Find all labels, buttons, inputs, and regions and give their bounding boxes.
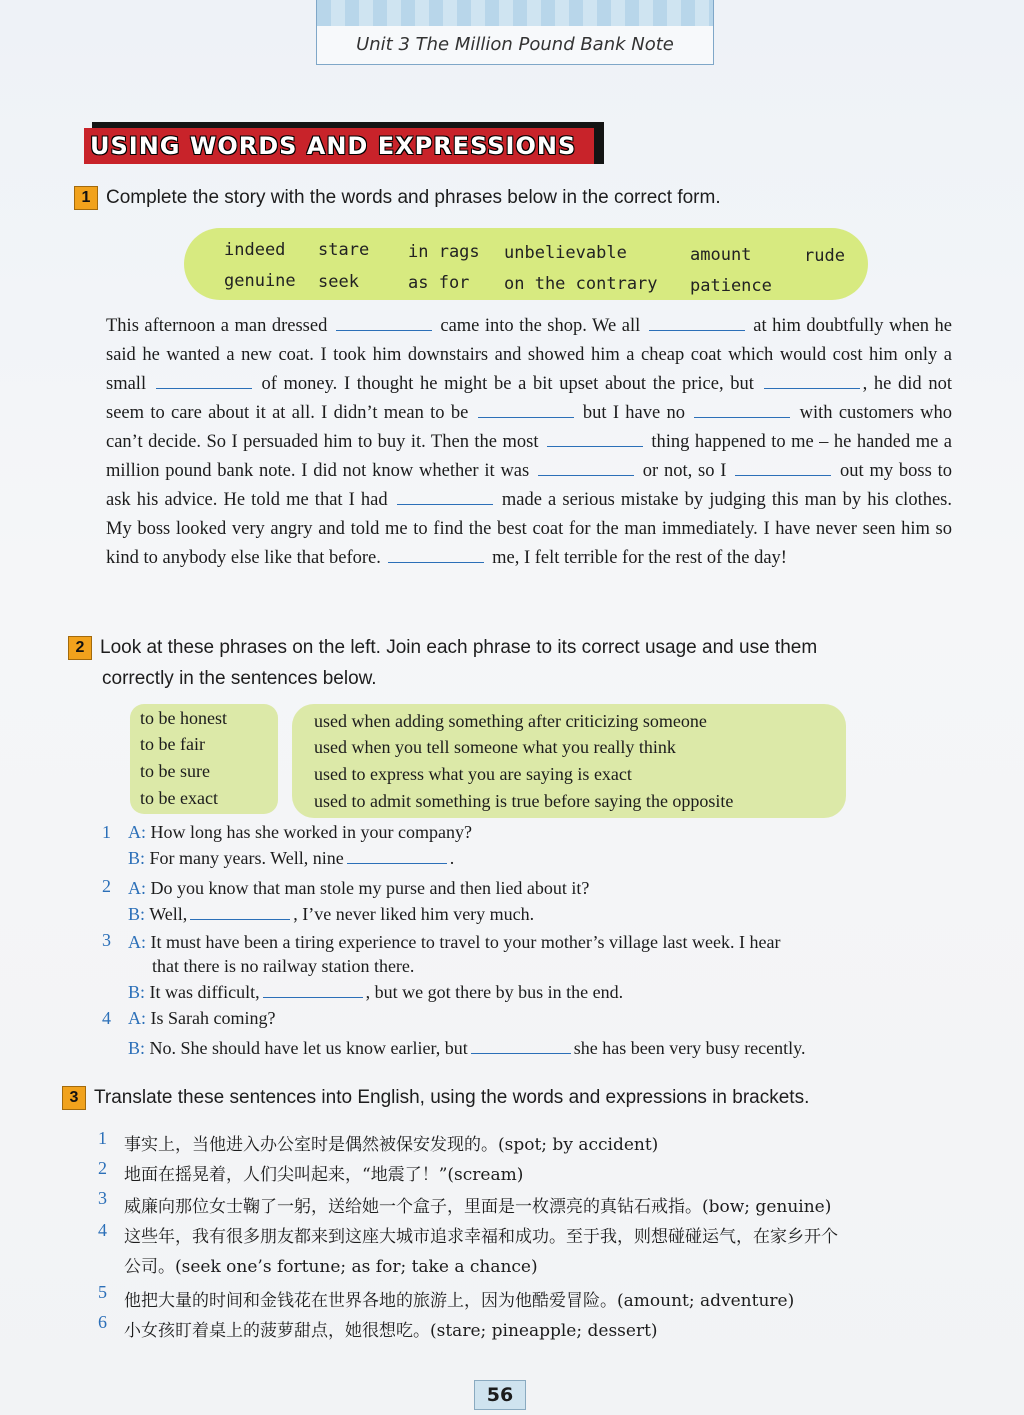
word-bank-item: patience: [690, 276, 772, 296]
story-blank[interactable]: [538, 461, 634, 476]
dialogue-line-a: [128, 822, 472, 843]
story-blank[interactable]: [735, 461, 831, 476]
word-bank-item: genuine: [224, 271, 296, 291]
sentence-number: 4: [98, 1220, 107, 1240]
exercise-number: 4: [102, 1008, 111, 1028]
story-text: , he did not seem to care about it at all. I didn’t mean to be: [106, 374, 952, 423]
chinese-sentence: 小女孩盯着桌上的菠萝甜点，她很想吃。(stare; pineapple; dessert): [124, 1321, 658, 1341]
word-bank-item: amount: [690, 245, 752, 265]
phrase-item[interactable]: to be fair: [140, 734, 205, 754]
task-1-heading: [74, 186, 721, 210]
task-2-heading: [68, 636, 817, 660]
story-text: out my boss to ask his advice. He told me that I had: [106, 461, 952, 510]
answer-blank[interactable]: [471, 1039, 571, 1054]
answer-blank[interactable]: [263, 983, 363, 998]
task-2-instruction-line1: Look at these phrases on the left. Join each phrase to its correct usage and use them: [100, 637, 818, 658]
unit-header: [316, 0, 714, 65]
task-3-instruction: Translate these sentences into English, using the words and expressions in brackets.: [94, 1087, 810, 1108]
exercise-number: 1: [102, 822, 111, 842]
dialogue-line-b: [128, 1038, 805, 1059]
dialogue-line-a-cont: that there is no railway station there.: [152, 956, 415, 976]
story-blank[interactable]: [388, 548, 484, 563]
dialogue-line-b: [128, 848, 454, 869]
sentence-number: 3: [98, 1188, 107, 1208]
story-blank[interactable]: [156, 374, 252, 389]
answer-blank[interactable]: [190, 905, 290, 920]
dialogue-line-a: [128, 878, 589, 899]
task-1-number: 1: [74, 186, 98, 210]
task-3-number: 3: [62, 1086, 86, 1110]
story-text: This afternoon a man dressed: [106, 316, 333, 336]
story-text: me, I felt terrible for the rest of the day!: [487, 548, 787, 568]
chinese-sentence: 这些年，我有很多朋友都来到这座大城市追求幸福和成功。至于我，则想碰碰运气，在家乡开个: [124, 1227, 838, 1247]
section-banner: USING WORDS AND EXPRESSIONS: [84, 128, 594, 164]
dialogue-text: she has been very busy recently.: [573, 1038, 806, 1058]
exercise-number: 2: [102, 876, 111, 896]
dialogue-text: Do you know that man stole my purse and then lied about it?: [150, 878, 590, 898]
dialogue-line-b: [128, 982, 623, 1003]
phrase-item[interactable]: to be honest: [140, 708, 227, 728]
sentence-number: 6: [98, 1312, 107, 1332]
header-wave-decoration: [317, 0, 713, 26]
story-blank[interactable]: [764, 374, 860, 389]
exercise-number: 3: [102, 930, 111, 950]
answer-blank[interactable]: [347, 849, 447, 864]
story-blank[interactable]: [478, 403, 574, 418]
story-text: made a serious mistake by judging this man by his clothes. My boss looked very angry and told me to find the best coat for the man immediately. I have never seen him so kind to anybody else like that before.: [106, 490, 952, 568]
speaker-a: A:: [128, 932, 146, 952]
story-blank[interactable]: [336, 316, 432, 331]
story-text: came into the shop. We all: [434, 316, 646, 336]
dialogue-text: For many years. Well, nine: [149, 848, 344, 868]
chinese-sentence: 事实上，当他进入办公室时是偶然被保安发现的。(spot; by accident): [124, 1135, 659, 1155]
task-2-instruction-line2: correctly in the sentences below.: [102, 668, 377, 689]
story-text: thing happened to me – he handed me a million pound bank note. I did not know whether it was: [106, 432, 952, 481]
word-bank-item: in rags: [408, 242, 480, 262]
speaker-a: A:: [128, 878, 146, 898]
word-bank-item: on the contrary: [504, 274, 658, 294]
story-blank[interactable]: [694, 403, 790, 418]
phrase-item[interactable]: to be sure: [140, 761, 210, 781]
usage-item[interactable]: used when adding something after criticizing someone: [314, 711, 707, 731]
task-2-number: 2: [68, 636, 92, 660]
story-text: at him doubtfully when he said he wanted a new coat. I took him downstairs and showed him a cheap coat which would cost him only a small: [106, 316, 953, 394]
dialogue-text: It must have been a tiring experience to travel to your mother’s village last week. I hear: [150, 932, 781, 952]
chinese-sentence: 他把大量的时间和金钱花在世界各地的旅游上，因为他酷爱冒险。(amount; adventure): [124, 1291, 795, 1311]
task-3-heading: [62, 1086, 809, 1110]
dialogue-line-a: [128, 932, 780, 953]
word-bank-item: seek: [318, 272, 359, 292]
story-blank[interactable]: [649, 316, 745, 331]
usage-item[interactable]: used to express what you are saying is exact: [314, 764, 632, 784]
story-paragraph: [106, 312, 952, 573]
dialogue-text: It was difficult,: [149, 982, 260, 1002]
story-text: or not, so I: [637, 461, 733, 481]
dialogue-line-a: [128, 1008, 275, 1029]
chinese-sentence: 地面在摇晃着，人们尖叫起来，“地震了！”(scream): [124, 1165, 524, 1185]
usage-item[interactable]: used when you tell someone what you really think: [314, 737, 676, 757]
page-number: 56: [474, 1380, 526, 1410]
phrase-item[interactable]: to be exact: [140, 788, 218, 808]
speaker-b: B:: [128, 904, 146, 924]
story-blank[interactable]: [547, 432, 643, 447]
speaker-b: B:: [128, 848, 146, 868]
dialogue-text: How long has she worked in your company?: [150, 822, 472, 842]
dialogue-text: , but we got there by bus in the end.: [365, 982, 624, 1002]
dialogue-text: , I’ve never liked him very much.: [293, 904, 535, 924]
chinese-sentence: 威廉向那位女士鞠了一躬，送给她一个盒子，里面是一枚漂亮的真钻石戒指。(bow; genuine): [124, 1197, 832, 1217]
dialogue-text: Is Sarah coming?: [150, 1008, 276, 1028]
usage-item[interactable]: used to admit something is true before saying the opposite: [314, 791, 734, 811]
chinese-sentence-cont: 公司。(seek one’s fortune; as for; take a chance): [124, 1257, 538, 1277]
word-bank-item: indeed: [224, 240, 286, 260]
story-blank[interactable]: [397, 490, 493, 505]
sentence-number: 2: [98, 1158, 107, 1178]
speaker-b: B:: [128, 982, 146, 1002]
word-bank-item: as for: [408, 273, 470, 293]
speaker-a: A:: [128, 1008, 146, 1028]
dialogue-text: .: [449, 848, 455, 868]
dialogue-text: Well,: [149, 904, 188, 924]
unit-title: Unit 3 The Million Pound Bank Note: [356, 34, 674, 55]
dialogue-text: No. She should have let us know earlier, but: [149, 1038, 468, 1058]
sentence-number: 1: [98, 1128, 107, 1148]
speaker-a: A:: [128, 822, 146, 842]
word-bank-item: rude: [804, 246, 845, 266]
story-text: with customers who can’t decide. So I persuaded him to buy it. Then the most: [106, 403, 952, 452]
speaker-b: B:: [128, 1038, 146, 1058]
dialogue-line-b: [128, 904, 534, 925]
word-bank-item: unbelievable: [504, 243, 627, 263]
task-1-instruction: Complete the story with the words and phrases below in the correct form.: [106, 187, 721, 208]
word-bank-item: stare: [318, 240, 370, 260]
story-text: of money. I thought he might be a bit upset about the price, but: [254, 374, 761, 394]
sentence-number: 5: [98, 1282, 107, 1302]
story-text: but I have no: [576, 403, 692, 423]
